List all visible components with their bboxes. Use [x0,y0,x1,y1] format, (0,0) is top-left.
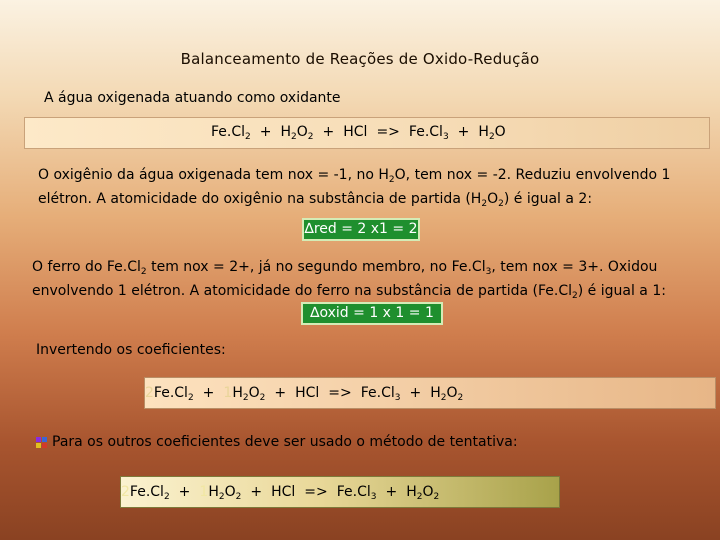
equation-final-box [120,476,560,508]
equation-final: $2Fe.Cl_2 + 1H_2O_2$ + HCl => $Fe.Cl_3 + H_2O_2$ [121,484,440,502]
invert-coefficients-label: Invertendo os coeficientes: [36,342,226,358]
equation-initial-box [24,117,710,149]
slide-title: Balanceamento de Reações de Oxido-Redução [180,50,540,68]
equation-initial: $Fe.Cl_2 + H_2O_2$ + HCl => $Fe.Cl_3 + H_2O$ [211,124,506,142]
equation-inverted: $2Fe.Cl_2 + 1H_2O_2$ + HCl => $Fe.Cl_3 + H_2O_2$ [145,385,464,403]
bullet-icon [36,437,47,448]
equation-inverted-box [144,377,716,409]
delta-red-box: ∆red = 2 x1 = 2 [302,218,420,241]
explanation-iron: O ferro do $Fe.Cl_2$ tem nox = 2+, já no segundo membro, no $Fe.Cl_3$, tem nox = 3+. Oxidou envolvendo 1 elétron. A atomicidade do ferro na substância de partida $(Fe.Cl_2)$ é igual a 1: [32,259,666,301]
explanation-oxygen: O oxigênio da água oxigenada tem nox = -1, no $H_2O$, tem nox = -2. Reduziu envolvendo 1 elétron. A atomicidade do oxigênio na substância de partida $(H_2O_2)$ é igual a 2: [38,167,671,209]
subtitle: A água oxigenada atuando como oxidante [44,90,341,106]
other-coefficients-label: Para os outros coeficientes deve ser usado o método de tentativa: [52,434,518,450]
delta-oxid-box: ∆oxid = 1 x 1 = 1 [301,302,443,325]
